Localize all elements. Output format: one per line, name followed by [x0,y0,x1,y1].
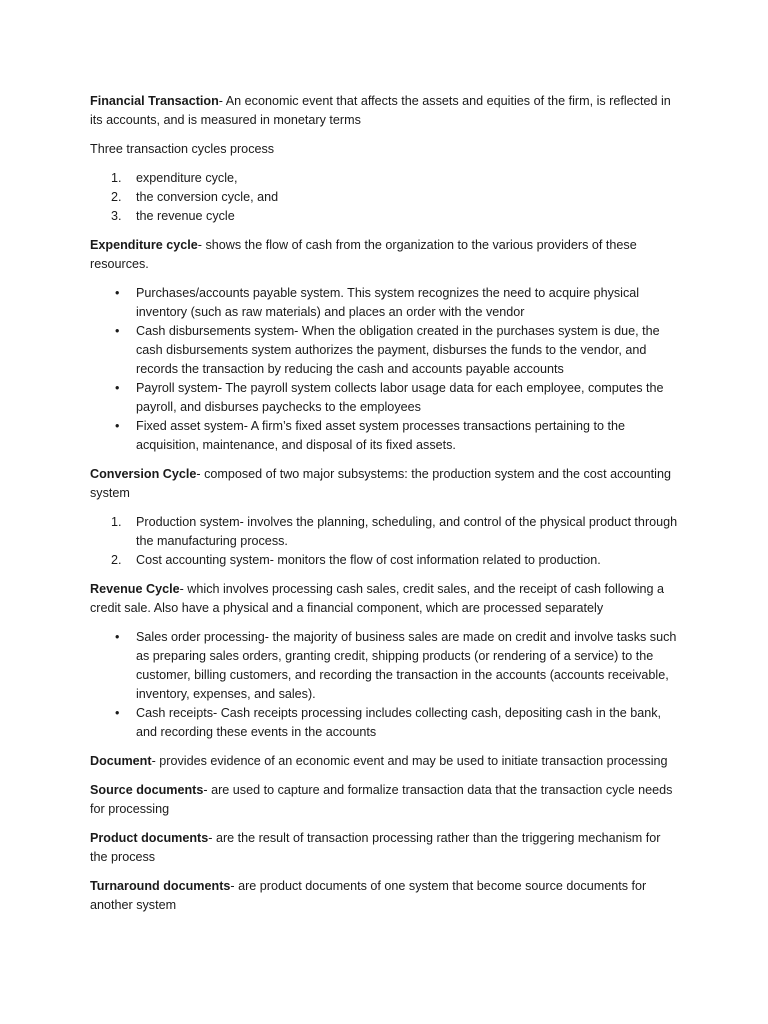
bullet-icon: • [115,706,120,720]
document-body [90,92,680,925]
bullet-icon: • [115,286,120,300]
list-item [111,169,680,188]
conversion-cycle-paragraph [90,465,680,503]
turnaround-documents-definition: - are product documents of one system that become source documents for another system [90,879,647,912]
list-number: 1. [111,171,122,185]
list-item-text: Cost accounting system- monitors the flow of cost information related to production. [136,553,601,567]
conversion-cycle-definition: - composed of two major subsystems: the production system and the cost accounting system [90,467,671,500]
revenue-cycle-definition: - which involves processing cash sales, credit sales, and the receipt of cash following a credit sale. Also have a physical and a financial component, which are processed separately [90,582,665,615]
turnaround-documents-paragraph [90,877,680,915]
product-documents-term: Product documents [90,831,209,845]
list-item [115,322,680,379]
source-documents-term: Source documents [90,783,204,797]
list-item-text: Sales order processing- the majority of business sales are made on credit and involve tasks such as preparing sales orders, granting credit, shipping products (or rendering of a service) to the customer, billing customers, and recording the transaction in the accounts (accounts receivable, inventory, expenses, and sales). [136,630,677,701]
list-item-text: Cash disbursements system- When the obligation created in the purchases system is due, the cash disbursements system authorizes the payment, disburses the funds to the vendor, and records the transaction by reducing the cash and accounts payable accounts [136,324,660,376]
list-item [115,284,680,322]
expenditure-cycle-term: Expenditure cycle [90,238,198,252]
conversion-cycle-term: Conversion Cycle [90,467,197,481]
list-number: 3. [111,209,122,223]
list-item [111,513,680,551]
list-item [115,704,680,742]
list-item-text: the revenue cycle [136,209,235,223]
list-item [111,551,680,570]
product-documents-paragraph [90,829,680,867]
product-documents-definition: - are the result of transaction processing rather than the triggering mechanism for the process [90,831,661,864]
financial-transaction-paragraph [90,92,680,130]
source-documents-definition: - are used to capture and formalize transaction data that the transaction cycle needs for processing [90,783,673,816]
list-item-text: the conversion cycle, and [136,190,279,204]
list-number: 2. [111,553,122,567]
list-item-text: Production system- involves the planning, scheduling, and control of the physical product through the manufacturing process. [136,515,678,548]
financial-transaction-definition: - An economic event that affects the assets and equities of the firm, is reflected in its accounts, and is measured in monetary terms [90,94,671,127]
list-item [115,417,680,455]
list-item [111,188,680,207]
revenue-cycle-paragraph [90,580,680,618]
three-cycles-list [90,169,680,226]
list-item-text: Cash receipts- Cash receipts processing includes collecting cash, depositing cash in the bank, and recording these events in the accounts [136,706,662,739]
document-term: Document [90,754,152,768]
bullet-icon: • [115,419,120,433]
turnaround-documents-term: Turnaround documents [90,879,231,893]
list-number: 1. [111,515,122,529]
bullet-icon: • [115,381,120,395]
list-item-text: Payroll system- The payroll system collects labor usage data for each employee, computes the payroll, and disburses paychecks to the employees [136,381,664,414]
list-item [115,628,680,704]
bullet-icon: • [115,630,120,644]
source-documents-paragraph [90,781,680,819]
list-item [111,207,680,226]
list-item-text: Purchases/accounts payable system. This system recognizes the need to acquire physical inventory (such as raw materials) and places an order with the vendor [136,286,640,319]
list-item-text: Fixed asset system- A firm’s fixed asset system processes transactions pertaining to the acquisition, maintenance, and disposal of its fixed assets. [136,419,626,452]
financial-transaction-term: Financial Transaction [90,94,219,108]
list-number: 2. [111,190,122,204]
list-item-text: expenditure cycle, [136,171,238,185]
revenue-systems-list [90,628,680,742]
document-definition: - provides evidence of an economic event and may be used to initiate transaction processing [151,754,668,768]
document-paragraph [90,752,680,771]
list-item [115,379,680,417]
bullet-icon: • [115,324,120,338]
conversion-subsystems-list [90,513,680,570]
expenditure-cycle-paragraph [90,236,680,274]
three-cycles-intro: Three transaction cycles process [90,142,275,156]
expenditure-cycle-definition: - shows the flow of cash from the organization to the various providers of these resources. [90,238,637,271]
revenue-cycle-term: Revenue Cycle [90,582,180,596]
expenditure-systems-list [90,284,680,455]
